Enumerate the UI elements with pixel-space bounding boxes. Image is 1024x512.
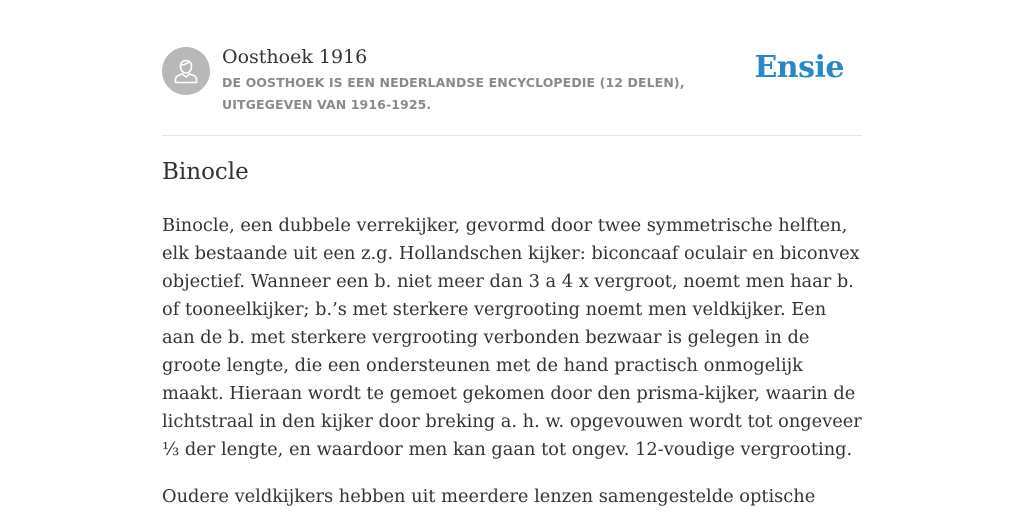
article-title: Binocle <box>162 159 249 185</box>
source-header <box>162 0 862 136</box>
source-title[interactable]: Oosthoek 1916 <box>222 46 368 68</box>
article-paragraph-1: Binocle, een dubbele verrekijker, gevormd door twee symmetrische helften, elk bestaande uit een z.g. Hollandschen kijker: biconcaaf oculair en biconvex objectief. Wanneer een b. niet meer dan 3 a 4 x vergroot, noemt men haar b. of tooneelkijker; b.’s met sterkere vergrooting noemt men veldkijker. Een aan de b. met sterkere vergrooting verbonden bezwaar is gelegen in de groote lengte, die een ondersteunen met de hand practisch onmogelijk maakt. Hieraan wordt te gemoet gekomen door den prisma-kijker, waarin de lichtstraal in den kijker door breking a. h. w. opgevouwen wordt tot ongeveer ⅓ der lengte, en waardoor men kan gaan tot ongev. 12-voudige vergrooting. <box>162 215 862 460</box>
source-description: DE OOSTHOEK IS EEN NEDERLANDSE ENCYCLOPEDIE (12 DELEN), UITGEGEVEN VAN 1916-1925. <box>222 75 685 112</box>
article-body <box>162 212 862 512</box>
source-avatar[interactable] <box>162 47 210 95</box>
user-icon <box>171 56 201 86</box>
article-paragraph-2: Oudere veldkijkers hebben uit meerdere lenzen samengestelde optische <box>162 486 816 507</box>
ensie-logo-link[interactable]: Ensie <box>754 50 844 85</box>
page-container <box>162 0 862 507</box>
